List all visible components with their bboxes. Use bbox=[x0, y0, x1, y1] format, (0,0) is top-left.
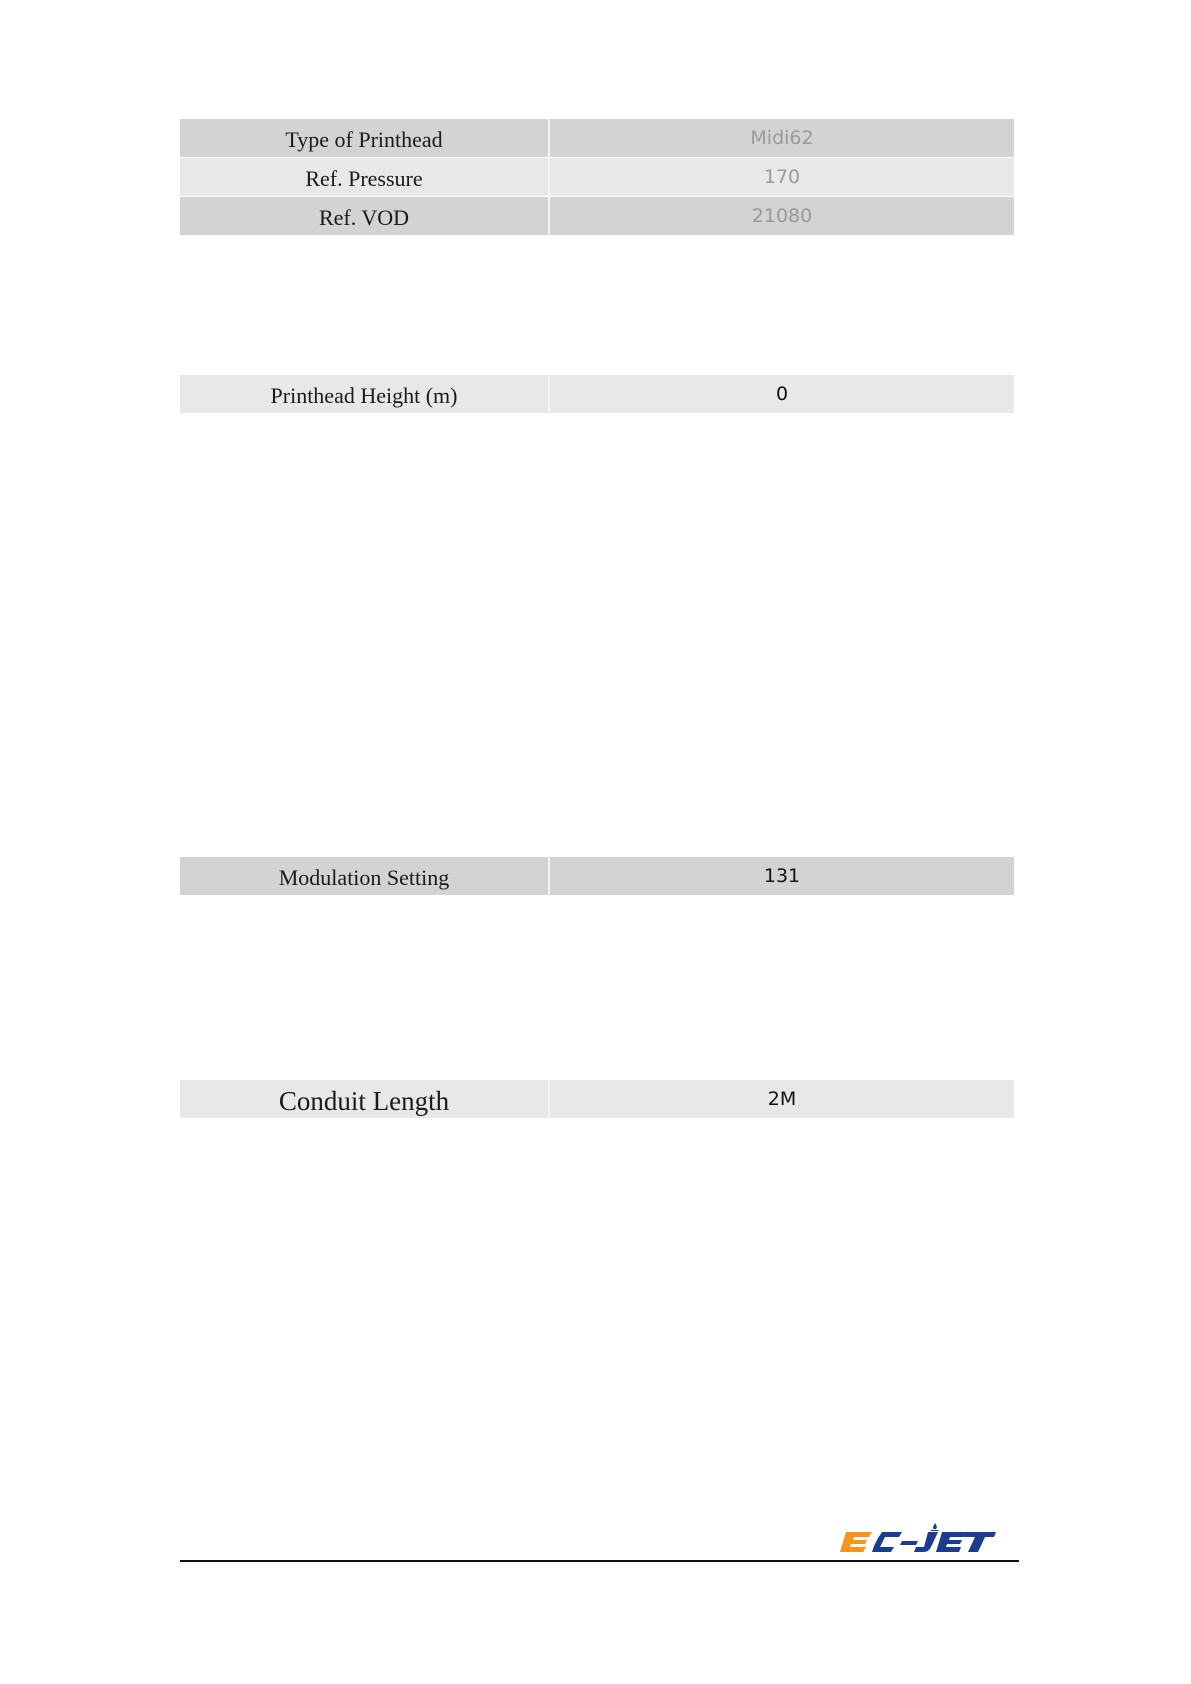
row-value: 21080 bbox=[751, 205, 813, 227]
row-value: 0 bbox=[775, 383, 789, 405]
ec-jet-logo-graphic bbox=[838, 1520, 998, 1556]
row-value: 170 bbox=[763, 166, 801, 188]
printhead-height-table bbox=[180, 375, 1014, 414]
printhead-reference-table bbox=[180, 119, 1014, 236]
table-row bbox=[180, 119, 1014, 158]
row-label: Printhead Height (m) bbox=[180, 375, 550, 413]
table-row bbox=[180, 158, 1014, 197]
table-row bbox=[180, 197, 1014, 236]
row-label: Modulation Setting bbox=[180, 857, 550, 895]
conduit-length-table bbox=[180, 1080, 1014, 1119]
row-value: 2M bbox=[767, 1088, 797, 1110]
row-label: Ref. Pressure bbox=[180, 158, 550, 196]
table-row bbox=[180, 375, 1014, 414]
table-row bbox=[180, 1080, 1014, 1119]
ec-jet-logo bbox=[838, 1520, 998, 1556]
row-label: Type of Printhead bbox=[180, 119, 550, 157]
row-label: Conduit Length bbox=[180, 1080, 550, 1118]
row-label: Ref. VOD bbox=[180, 197, 550, 235]
modulation-setting-table bbox=[180, 857, 1014, 896]
row-value: Midi62 bbox=[750, 127, 814, 149]
table-row bbox=[180, 857, 1014, 896]
footer-divider bbox=[180, 1560, 1019, 1562]
row-value: 131 bbox=[763, 865, 801, 887]
